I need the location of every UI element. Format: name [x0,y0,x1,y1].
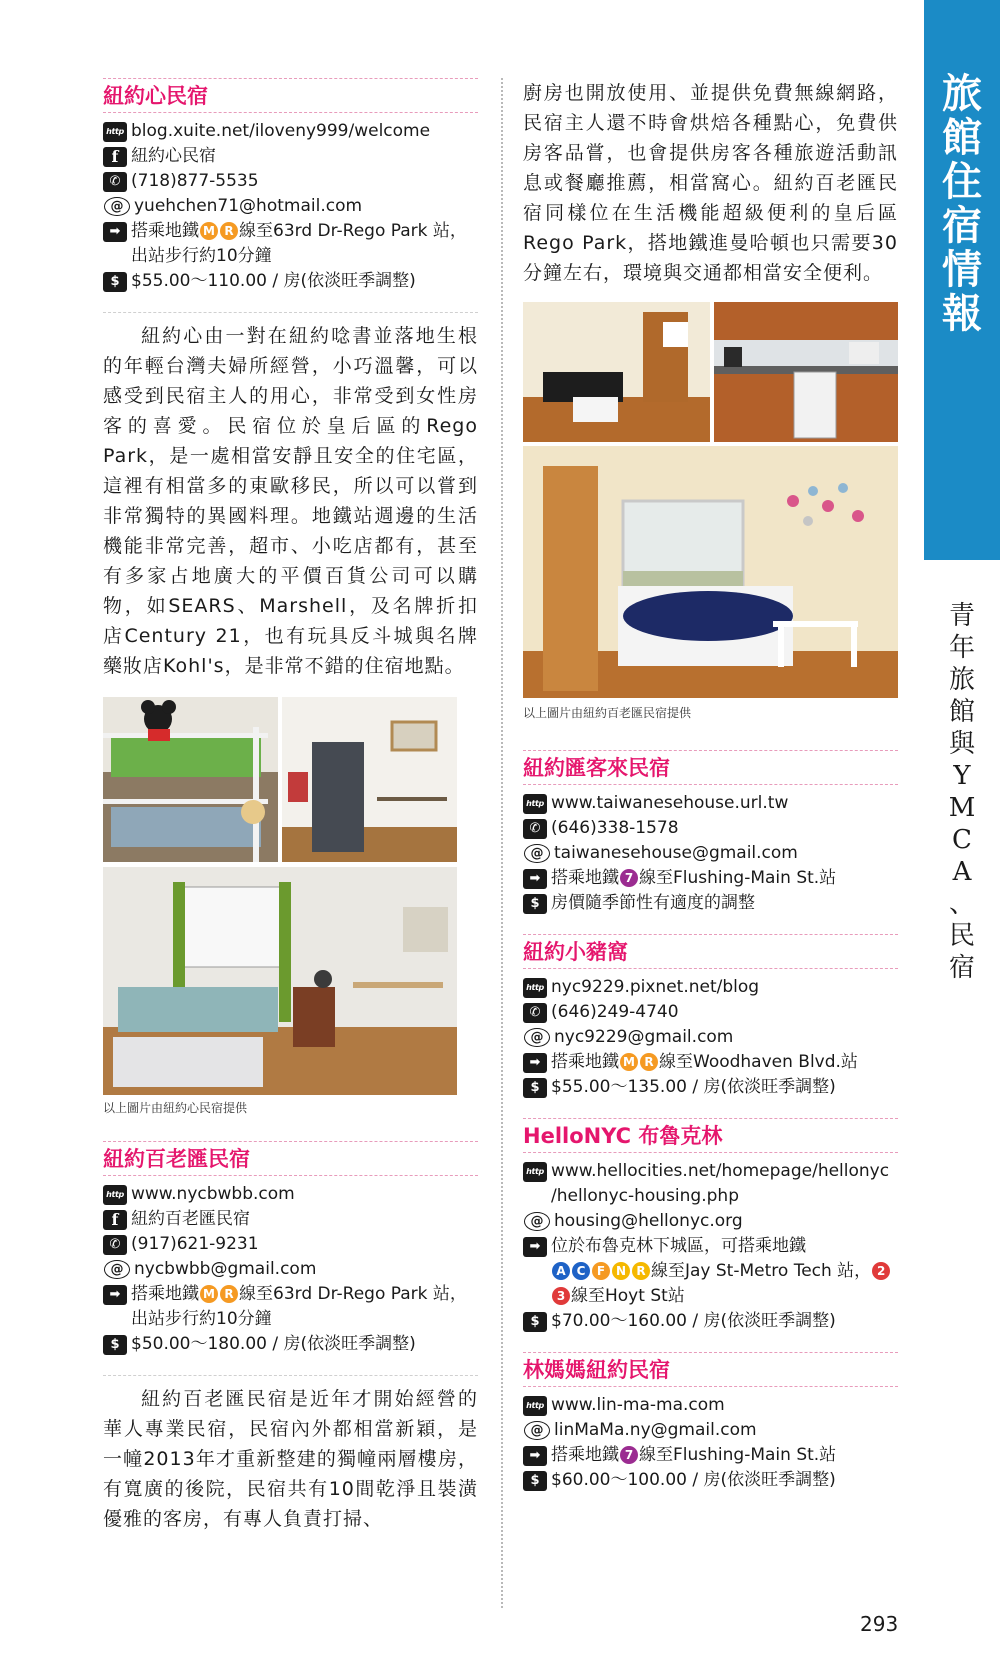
http-icon: http [523,978,547,998]
subtitle-char: A [952,857,972,887]
phone-row [523,1000,898,1025]
subtitle-char: Y [953,761,971,791]
column-divider [501,78,503,1608]
subway-f-badge: F [592,1262,610,1280]
subway-r-badge: R [632,1262,650,1280]
subtitle-char: 宿 [948,953,975,983]
transit-text: 搭乘地鐵 M R 線至63rd Dr-Rego Park 站，出站步行約10分鐘 [131,221,467,266]
listing-title: 紐約匯客來民宿 [523,750,898,785]
phone-icon: ✆ [103,172,127,192]
subway-r-badge: R [220,222,238,240]
dollar-icon: $ [523,1078,547,1098]
arrow-icon: ➡ [523,869,547,889]
email-address: yuehchen71@hotmail.com [134,196,363,216]
subway-a-badge: A [552,1262,570,1280]
arrow-icon: ➡ [523,1053,547,1073]
subtitle-char: C [952,825,972,855]
listing-title: 紐約心民宿 [103,78,478,113]
subtitle-char: 館 [948,697,975,727]
listing-linmama [523,1352,898,1493]
tab-char: 宿 [942,203,982,249]
facebook-row [103,1207,478,1232]
description-continued: 廚房也開放使用、並提供免費無線網路，民宿主人還不時會烘焙各種點心，免費供房客品嘗，也會提供房客各種旅遊活動訊息或餐廳推薦，相當窩心。紐約百老匯民宿同樣位在生活機能超級便利的皇后區Rego Park，搭地鐵進曼哈頓也只需要30分鐘左右，環境與交通都相當安全便利。 [523,82,898,284]
right-column [523,78,898,1493]
email-address: linMaMa.ny@gmail.com [554,1420,757,1440]
listing-title: 紐約小豬窩 [523,934,898,969]
email-icon: @ [524,1212,550,1231]
page-number: 293 [860,1612,899,1636]
transit-text: 搭乘地鐵 7 線至Flushing-Main St.站 [551,868,837,888]
chapter-tab [924,0,1000,560]
listing-pig-nest [523,934,898,1100]
website-link[interactable]: www.nycbwbb.com [131,1184,295,1204]
chapter-subtitle [932,600,992,984]
price-text: $70.00〜160.00 / 房(依淡旺季調整) [551,1311,836,1331]
subtitle-char: 旅 [948,665,975,695]
website-link[interactable]: www.taiwanesehouse.url.tw [551,793,789,813]
wardrobe-room-photo [282,697,457,862]
email-icon: @ [104,197,130,216]
subtitle-char: 青 [948,601,975,631]
facebook-name: 紐約心民宿 [131,146,216,166]
phone-icon: ✆ [523,1003,547,1023]
photo-caption: 以上圖片由紐約心民宿提供 [103,1101,248,1115]
price-text: $55.00〜135.00 / 房(依淡旺季調整) [551,1077,836,1097]
living-room-photo [523,302,710,442]
http-icon: http [103,122,127,142]
price-row [523,1468,898,1493]
subtitle-char: 與 [948,729,975,759]
http-icon: http [523,794,547,814]
price-text: 房價隨季節性有適度的調整 [551,893,755,913]
listing-title: 林媽媽紐約民宿 [523,1352,898,1387]
subway-2-badge: 2 [872,1262,890,1280]
email-icon: @ [524,1028,550,1047]
listing-title: HelloNYC 布魯克林 [523,1118,898,1153]
transit-text: 搭乘地鐵 M R 線至63rd Dr-Rego Park 站，出站步行約10分鐘 [131,1284,467,1329]
subway-m-badge: M [620,1053,638,1071]
facebook-row [103,144,478,169]
price-row [523,1075,898,1100]
facebook-icon: f [103,147,127,167]
email-row [523,1209,898,1234]
transit-row [523,866,898,891]
tab-char: 旅 [942,71,982,117]
bedroom-photo [523,446,898,698]
phone-row [523,816,898,841]
price-text: $55.00〜110.00 / 房(依淡旺季調整) [131,271,416,291]
transit-text: 搭乘地鐵 7 線至Flushing-Main St.站 [551,1445,837,1465]
bunk-bed-photo [103,697,278,862]
price-row [103,1332,478,1357]
listing-broadway [103,1141,478,1534]
subway-c-badge: C [572,1262,590,1280]
http-icon: http [103,1185,127,1205]
listing-description: 紐約心由一對在紐約唸書並落地生根的年輕台灣夫婦所經營，小巧溫馨，可以感受到民宿主人的用心，非常受到女性房客的喜愛。民宿位於皇后區的Rego Park，是一處相當安靜且安全的住宅區，這裡有相當多的東歐移民，所以可以嘗到非常獨特的異國料理。地鐵站週邊的生活機能非常完善，超市、小吃店都有，甚至有多家占地廣大的平價百貨公司可以購物，如SEARS、Marshell，及名牌折扣店Century 21，也有玩具反斗城與名牌藥妝店Kohl's，是非常不錯的住宿地點。 [103,312,478,681]
kitchen-photo [714,302,898,442]
tab-char: 報 [942,291,982,337]
dollar-icon: $ [523,1312,547,1332]
website-link[interactable]: www.lin-ma-ma.com [551,1395,725,1415]
transit-row [523,1234,898,1309]
subway-m-badge: M [200,1285,218,1303]
email-icon: @ [104,1260,130,1279]
email-row [523,841,898,866]
phone-icon: ✆ [103,1235,127,1255]
listing-niuyuexin [103,78,478,681]
dollar-icon: $ [103,1335,127,1355]
arrow-icon: ➡ [103,222,127,242]
price-text: $60.00〜100.00 / 房(依淡旺季調整) [551,1470,836,1490]
transit-text: 位於布魯克林下城區，可搭乘地鐵 A C F N R 線至Jay St-Metro Tech 站， 23 線至Hoyt St站 [551,1234,898,1309]
subway-r-badge: R [640,1053,658,1071]
listing-taiwanese-house [523,750,898,916]
subtitle-char: M [948,793,976,823]
photo-group-1 [103,697,478,1117]
price-text: $50.00〜180.00 / 房(依淡旺季調整) [131,1334,416,1354]
arrow-icon: ➡ [103,1285,127,1305]
website-row [523,1393,898,1418]
dollar-icon: $ [103,272,127,292]
photo-caption: 以上圖片由紐約百老匯民宿提供 [523,706,692,720]
website-row [523,975,898,1000]
dollar-icon: $ [523,894,547,914]
website-link[interactable]: www.hellocities.net/homepage/hellonyc /hellonyc-housing.php [551,1161,890,1206]
arrow-icon: ➡ [523,1237,547,1257]
facebook-name: 紐約百老匯民宿 [131,1209,250,1229]
phone-number: (646)249-4740 [551,1002,679,1022]
website-row [523,1159,898,1209]
http-icon: http [523,1396,547,1416]
phone-icon: ✆ [523,819,547,839]
facebook-icon: f [103,1210,127,1230]
transit-row [103,219,478,269]
email-address: nycbwbb@gmail.com [134,1259,317,1279]
double-bed-room-photo [103,867,457,1095]
transit-row [103,1282,478,1332]
email-address: taiwanesehouse@gmail.com [554,843,798,863]
price-row [523,891,898,916]
tab-char: 館 [942,115,982,161]
subway-3-badge: 3 [552,1287,570,1305]
tab-char: 住 [942,159,982,205]
email-row [103,1257,478,1282]
email-address: nyc9229@gmail.com [554,1027,734,1047]
website-row [523,791,898,816]
website-row [103,119,478,144]
price-row [523,1309,898,1334]
listing-description: 紐約百老匯民宿是近年才開始經營的華人專業民宿，民宿內外都相當新穎，是一幢2013年才重新整建的獨幢兩層樓房，有寬廣的後院，民宿共有10間乾淨且裝潢優雅的客房，有專人負責打掃、 [103,1375,478,1534]
tab-char: 情 [942,247,982,293]
email-icon: @ [524,844,550,863]
phone-number: (646)338-1578 [551,818,679,838]
website-row [103,1182,478,1207]
transit-row [523,1443,898,1468]
subway-7-badge: 7 [620,1446,638,1464]
subtitle-char: 、 [948,889,975,919]
subtitle-char: 年 [948,633,975,663]
subway-n-badge: N [612,1262,630,1280]
arrow-icon: ➡ [523,1446,547,1466]
phone-row [103,169,478,194]
dollar-icon: $ [523,1471,547,1491]
email-row [523,1025,898,1050]
listing-hellonyc [523,1118,898,1334]
email-row [103,194,478,219]
subway-r-badge: R [220,1285,238,1303]
website-link[interactable]: blog.xuite.net/iloveny999/welcome [131,121,431,141]
transit-row [523,1050,898,1075]
left-column [103,78,478,1534]
photo-group-2 [523,302,898,732]
subway-7-badge: 7 [620,869,638,887]
subway-m-badge: M [200,222,218,240]
email-address: housing@hellonyc.org [554,1211,743,1231]
phone-number: (917)621-9231 [131,1234,259,1254]
phone-row [103,1232,478,1257]
price-row [103,269,478,294]
email-row [523,1418,898,1443]
listing-title: 紐約百老匯民宿 [103,1141,478,1176]
website-link[interactable]: nyc9229.pixnet.net/blog [551,977,760,997]
email-icon: @ [524,1421,550,1440]
subtitle-char: 民 [948,921,975,951]
http-icon: http [523,1162,547,1182]
phone-number: (718)877-5535 [131,171,259,191]
transit-text: 搭乘地鐵 M R 線至Woodhaven Blvd.站 [551,1052,858,1072]
